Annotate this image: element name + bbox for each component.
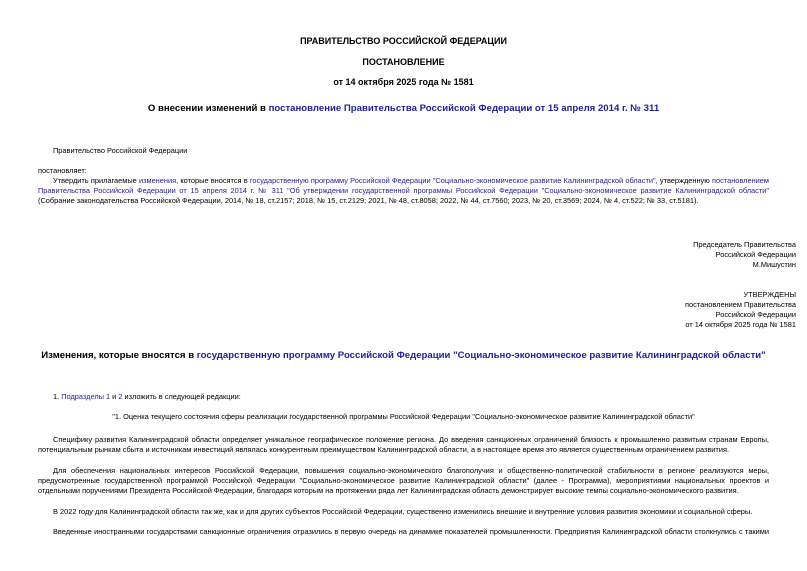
signature-name: М.Мишустин bbox=[752, 260, 796, 269]
subsection-title: "1. Оценка текущего состояния сферы реализации государственной программы Российской Федерации "Социально-экономическое развитие Калининградской области" bbox=[112, 412, 695, 421]
changes-link[interactable]: изменения bbox=[138, 176, 177, 185]
body-paragraph: Специфику развития Калининградской области определяет уникальное географическое положение региона. До введения санкционных ограничений близость к промышленно развитым странам Европы, потенциальным рынкам сбыта и источникам инвестиций являлась конкурентным преимуществом Калининградской области, а в настоящее время это является существенным ограничением развития. bbox=[38, 435, 769, 454]
preamble-paragraph: Утвердить прилагаемые изменения, которые вносятся в государственную программу Российской Федерации "Социально-экономическое развитие Калининградской области", утвержденную постановлением Правительства Российской Федерации от 15 апреля 2014 г. № 311 "Об утверждении государственной программы Российской Федерации "Социально-экономическое развитие Калининградской области" (Собрание законодательства Российской Федерации, 2014, № 18, ст.2157; 2018, № 15, ст.2129; 2021, № 48, ст.8058; 2022, № 44, ст.7560; 2023, № 20, ст.3569; 2024, № 4, ст.522; № 33, ст.5181). bbox=[38, 176, 769, 205]
doc-type-heading: ПОСТАНОВЛЕНИЕ bbox=[362, 57, 445, 67]
decree-311-link[interactable]: постановлением Правительства Российской Федерации от 15 апреля 2014 г. № 311 "Об утверждении государственной программы Российской Федерации "Социально-экономическое развитие Калининградской области" bbox=[38, 176, 769, 195]
changes-title: Изменения, которые вносятся в государственную программу Российской Федерации "Социально-экономическое развитие Калининградской области" bbox=[41, 350, 766, 361]
changes-program-link[interactable]: государственную программу Российской Федерации "Социально-экономическое развитие Калининградской области" bbox=[196, 350, 766, 361]
body-paragraph: Введенные иностранными государствами санкционные ограничения отразились в первую очередь на динамике показателей промышленности. Предприятия Калининградской области столкнулись с такими bbox=[53, 527, 769, 536]
signature-position: Председатель Правительства bbox=[693, 240, 796, 249]
body-paragraph: Для обеспечения национальных интересов Российской Федерации, повышения социально-экономического благополучия и общественно-политической стабильности в регионе реализуются меры, предусмотренные государственной программой Российской Федерации "Социально-экономическое развитие Калининградской области" (далее - Программа), мероприятиями национальных проектов и отдельными поручениями Президента Российской Федерации, благодаря которым на протяжении ряда лет Калининградская область демонстрирует высокие темпы социально-экономического развития. bbox=[38, 466, 769, 495]
subsection-2-link[interactable]: 2 bbox=[118, 392, 123, 401]
approved-block bbox=[685, 290, 796, 330]
body-paragraph: В 2022 году для Калининградской области так же, как и для других субъектов Российской Федерации, существенно изменились внешние и внутренние условия развития экономики и социальной сферы. bbox=[53, 507, 753, 516]
subsection-1-link[interactable]: Подразделы 1 bbox=[61, 392, 111, 401]
amended-decree-link[interactable]: постановление Правительства Российской Федерации от 15 апреля 2014 г. № 311 bbox=[268, 103, 660, 114]
approved-date: от 14 октября 2025 года № 1581 bbox=[685, 320, 796, 329]
authority-heading: ПРАВИТЕЛЬСТВО РОССИЙСКОЙ ФЕДЕРАЦИИ bbox=[300, 36, 507, 46]
approved-org: Российской Федерации bbox=[715, 310, 796, 319]
state-program-link[interactable]: государственную программу Российской Федерации "Социально-экономическое развитие Калининградской области" bbox=[249, 176, 656, 185]
document-title bbox=[0, 104, 807, 114]
date-number-heading: от 14 октября 2025 года № 1581 bbox=[333, 77, 474, 87]
approved-by: постановлением Правительства bbox=[685, 300, 796, 309]
document-title-prefix: О внесении изменений в bbox=[147, 103, 269, 114]
signature-org: Российской Федерации bbox=[715, 250, 796, 259]
approved-label: УТВЕРЖДЕНЫ bbox=[743, 290, 796, 299]
decrees-text: постановляет: bbox=[38, 166, 87, 175]
issuer-text: Правительство Российской Федерации bbox=[53, 146, 188, 155]
item-1: 1. Подразделы 1 и 2 изложить в следующей редакции: bbox=[53, 392, 241, 401]
signature-block bbox=[693, 240, 796, 270]
